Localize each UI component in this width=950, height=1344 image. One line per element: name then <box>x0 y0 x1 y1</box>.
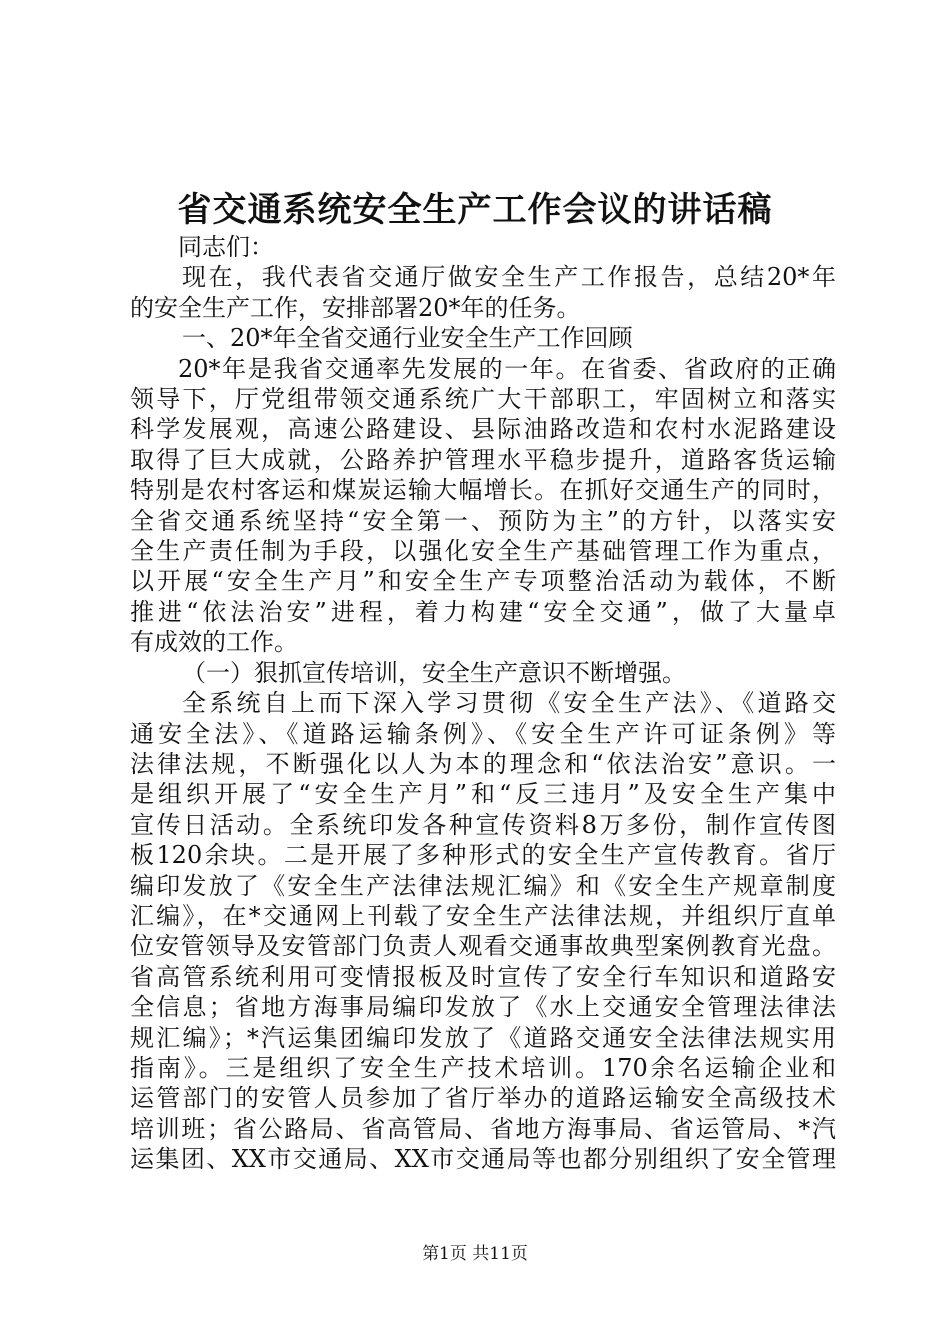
paragraph-line: 省高管系统利用可变情报板及时宣传了安全行车知识和道路安 <box>130 962 836 991</box>
paragraph-line: 全信息；省地方海事局编印发放了《水上交通安全管理法律法 <box>130 993 836 1022</box>
paragraph-line: 20*年是我省交通率先发展的一年。在省委、省政府的正确 <box>178 354 836 383</box>
paragraph-line: 法律法规，不断强化以人为本的理念和“依法治安”意识。一 <box>130 749 836 778</box>
paragraph-line: 指南》。三是组织了安全生产技术培训。170余名运输企业和 <box>130 1053 836 1082</box>
paragraph-line: 以开展“安全生产月”和安全生产专项整治活动为载体，不断 <box>130 567 836 596</box>
paragraph-line: 有成效的工作。 <box>130 628 298 657</box>
paragraph-line: 板120余块。二是开展了多种形式的安全生产宣传教育。省厅 <box>130 841 836 870</box>
paragraph-line: 全省交通系统坚持“安全第一、预防为主”的方针，以落实安 <box>130 506 836 535</box>
paragraph-line: 培训班；省公路局、省高管局、省地方海事局、省运管局、*汽 <box>130 1114 836 1143</box>
paragraph-line: 的安全生产工作，安排部署20*年的任务。 <box>130 293 581 322</box>
paragraph-line: 全系统自上而下深入学习贯彻《安全生产法》、《道路交 <box>182 689 836 718</box>
paragraph-line: 通安全法》、《道路运输条例》、《安全生产许可证条例》等 <box>130 719 836 748</box>
paragraph-line: 特别是农村客运和煤炭运输大幅增长。在抓好交通生产的同时， <box>130 476 836 505</box>
paragraph-line: 是组织开展了“安全生产月”和“反三违月”及安全生产集中 <box>130 780 836 809</box>
salutation-line: 同志们： <box>178 233 274 261</box>
paragraph-line: 规汇编》；*汽运集团编印发放了《道路交通安全法律法规实用 <box>130 1023 836 1052</box>
paragraph-line: 运集团、XX市交通局、XX市交通局等也都分别组织了安全管理 <box>130 1145 836 1174</box>
paragraph-line: 运管部门的安管人员参加了省厅举办的道路运输安全高级技术 <box>130 1084 836 1113</box>
section-heading: 一、20*年全省交通行业安全生产工作回顾 <box>182 324 633 353</box>
paragraph-line: 现在，我代表省交通厅做安全生产工作报告，总结20*年 <box>182 263 836 292</box>
paragraph-line: 宣传日活动。全系统印发各种宣传资料8万多份，制作宣传图 <box>130 810 836 839</box>
paragraph-line: 全生产责任制为手段，以强化安全生产基础管理工作为重点， <box>130 537 836 566</box>
paragraph-line: 汇编》，在*交通网上刊载了安全生产法律法规，并组织厅直单 <box>130 901 836 930</box>
paragraph-line: 编印发放了《安全生产法律法规汇编》和《安全生产规章制度 <box>130 871 836 900</box>
subsection-heading: （一）狠抓宣传培训，安全生产意识不断增强。 <box>182 658 686 687</box>
paragraph-line: 推进“依法治安”进程，着力构建“安全交通”，做了大量卓 <box>130 597 836 626</box>
paragraph-line: 取得了巨大成就，公路养护管理水平稳步提升，道路客货运输 <box>130 445 836 474</box>
document-title: 省交通系统安全生产工作会议的讲话稿 <box>177 190 773 230</box>
paragraph-line: 领导下，厅党组带领交通系统广大干部职工，牢固树立和落实 <box>130 385 836 414</box>
page-footer: 第1页 共11页 <box>422 1244 528 1264</box>
paragraph-line: 科学发展观，高速公路建设、县际油路改造和农村水泥路建设 <box>130 415 836 444</box>
document-body <box>130 232 836 1175</box>
paragraph-line: 位安管领导及安管部门负责人观看交通事故典型案例教育光盘。 <box>130 932 836 961</box>
